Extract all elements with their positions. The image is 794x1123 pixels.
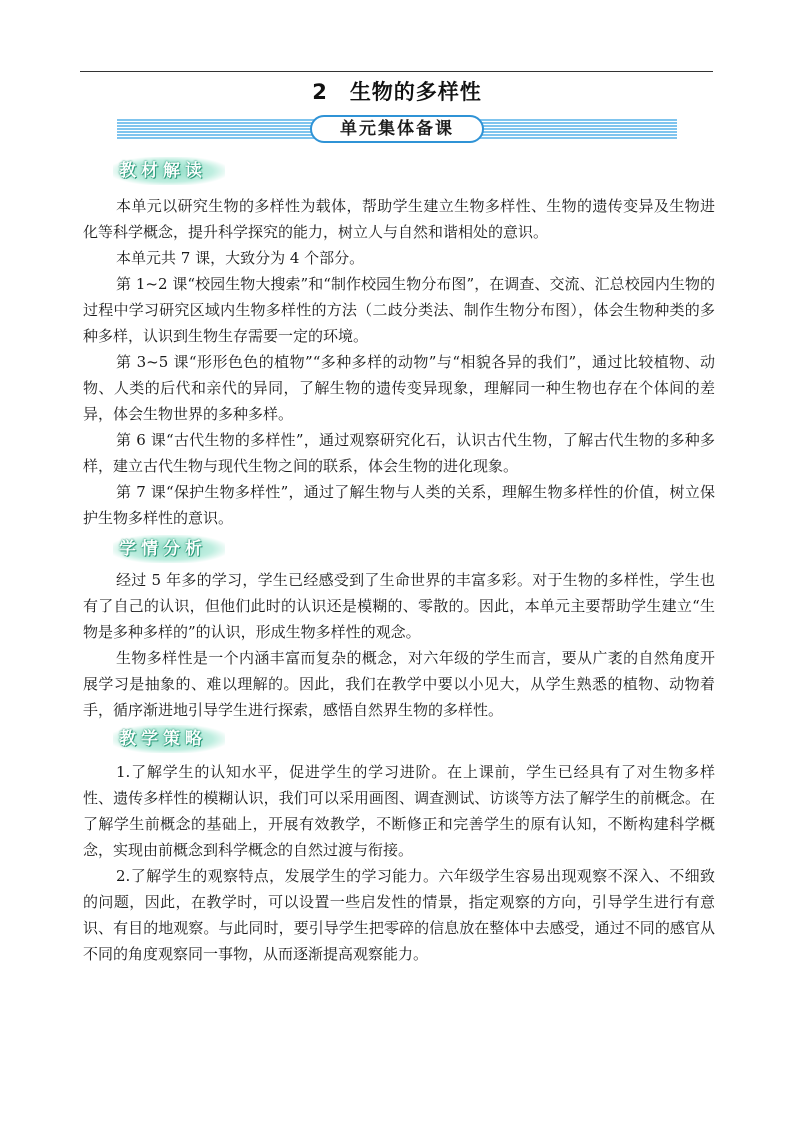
section-heading-learning-analysis: 学情分析 [113, 535, 225, 563]
paragraph: 经过 5 年多的学习，学生已经感受到了生命世界的丰富多彩。对于生物的多样性，学生也有了自己的认识，但他们此时的认识还是模糊的、零散的。因此，本单元主要帮助学生建立“生物是多种多样的”的认识，形成生物多样性的观念。 [83, 571, 715, 641]
page-title [0, 76, 794, 106]
header-rule [80, 71, 713, 72]
paragraph: 第 6 课“古代生物的多样性”，通过观察研究化石，认识古代生物，了解古代生物的多种多样，建立古代生物与现代生物之间的联系，体会生物的进化现象。 [83, 431, 715, 475]
paragraph: 1.了解学生的认知水平，促进学生的学习进阶。在上课前，学生已经具有了对生物多样性、遗传多样性的模糊认识，我们可以采用画图、调查测试、访谈等方法了解学生的前概念。在了解学生前概念的基础上，开展有效教学，不断修正和完善学生的原有认知，不断构建科学概念，实现由前概念到科学概念的自然过渡与衔接。 [83, 763, 715, 859]
unit-title: 生物的多样性 [349, 80, 482, 104]
paragraph: 生物多样性是一个内涵丰富而复杂的概念，对六年级的学生而言，要从广袤的自然角度开展学习是抽象的、难以理解的。因此，我们在教学中要以小见大，从学生熟悉的植物、动物着手，循序渐进地引导学生进行探索，感悟自然界生物的多样性。 [83, 649, 715, 719]
unit-number: 2 [312, 80, 328, 104]
paragraph: 第 7 课“保护生物多样性”，通过了解生物与人类的关系，理解生物多样性的价值，树立保护生物多样性的意识。 [83, 483, 715, 527]
paragraph: 第 3~5 课“形形色色的植物”“多种多样的动物”与“相貌各异的我们”，通过比较植物、动物、人类的后代和亲代的异同，了解生物的遗传变异现象，理解同一种生物也存在个体间的差异，体会生物世界的多种多样。 [83, 353, 715, 423]
paragraph: 本单元以研究生物的多样性为载体，帮助学生建立生物多样性、生物的遗传变异及生物进化等科学概念，提升科学探究的能力，树立人与自然和谐相处的意识。 [83, 197, 715, 241]
paragraph: 2.了解学生的观察特点，发展学生的学习能力。六年级学生容易出现观察不深入、不细致的问题，因此，在教学时，可以设置一些启发性的情景，指定观察的方向，引导学生进行有意识、有目的地观察。与此同时，要引导学生把零碎的信息放在整体中去感受，通过不同的感官从不同的角度观察同一事物，从而逐渐提高观察能力。 [83, 867, 715, 963]
paragraph: 第 1~2 课“校园生物大搜索”和“制作校园生物分布图”，在调查、交流、汇总校园内生物的过程中学习研究区域内生物多样性的方法（二歧分类法、制作生物分布图），体会生物种类的多种多样，认识到生物生存需要一定的环境。 [83, 275, 715, 345]
section-heading-teaching-strategy: 教学策略 [113, 725, 225, 753]
paragraph: 本单元共 7 课，大致分为 4 个部分。 [116, 249, 365, 267]
banner [117, 116, 677, 142]
section-heading-textbook-reading: 教材解读 [113, 157, 225, 185]
banner-label: 单元集体备课 [310, 115, 484, 143]
